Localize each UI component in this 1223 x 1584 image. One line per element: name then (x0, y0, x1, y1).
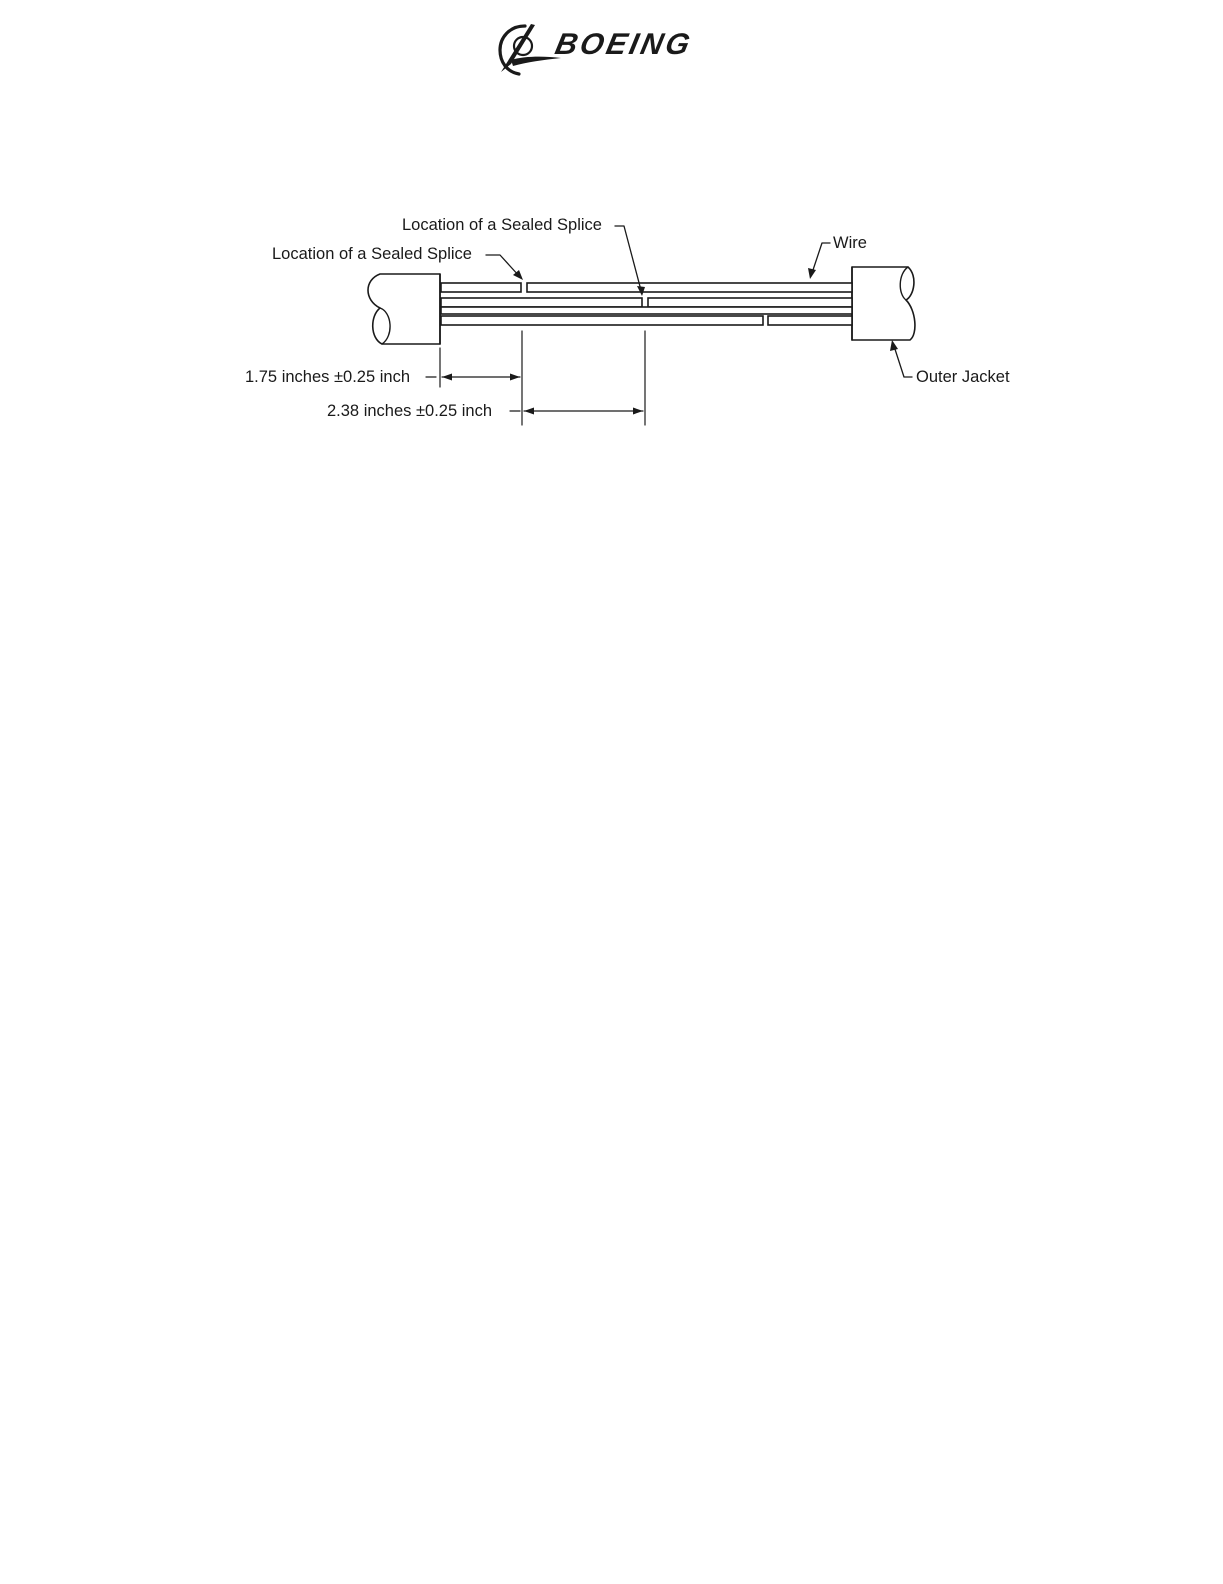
label-dimension-first: 1.75 inches ±0.25 inch (245, 368, 410, 386)
leader-wire (808, 243, 830, 279)
wire-4-segment-b (768, 316, 852, 325)
left-outer-jacket (368, 274, 440, 344)
leader-splice-lower (486, 255, 523, 280)
right-outer-jacket (852, 267, 915, 340)
wire-splice-diagram (0, 0, 1223, 470)
wire-3 (441, 307, 852, 314)
label-outer-jacket: Outer Jacket (916, 368, 1010, 386)
wire-4-segment-a (441, 316, 763, 325)
wire-2-segment-a (441, 298, 642, 307)
label-wire: Wire (833, 234, 867, 252)
dimension-second (510, 408, 643, 415)
wire-bundle (441, 283, 852, 325)
wire-1-segment-a (441, 283, 521, 292)
logo-wordmark: BOEING (552, 28, 696, 61)
wire-1-segment-b (527, 283, 852, 292)
label-dimension-second: 2.38 inches ±0.25 inch (327, 402, 492, 420)
label-splice-upper: Location of a Sealed Splice (402, 216, 602, 234)
leader-outer-jacket (890, 340, 912, 377)
wire-2-segment-b (648, 298, 852, 307)
label-splice-lower: Location of a Sealed Splice (272, 245, 472, 263)
